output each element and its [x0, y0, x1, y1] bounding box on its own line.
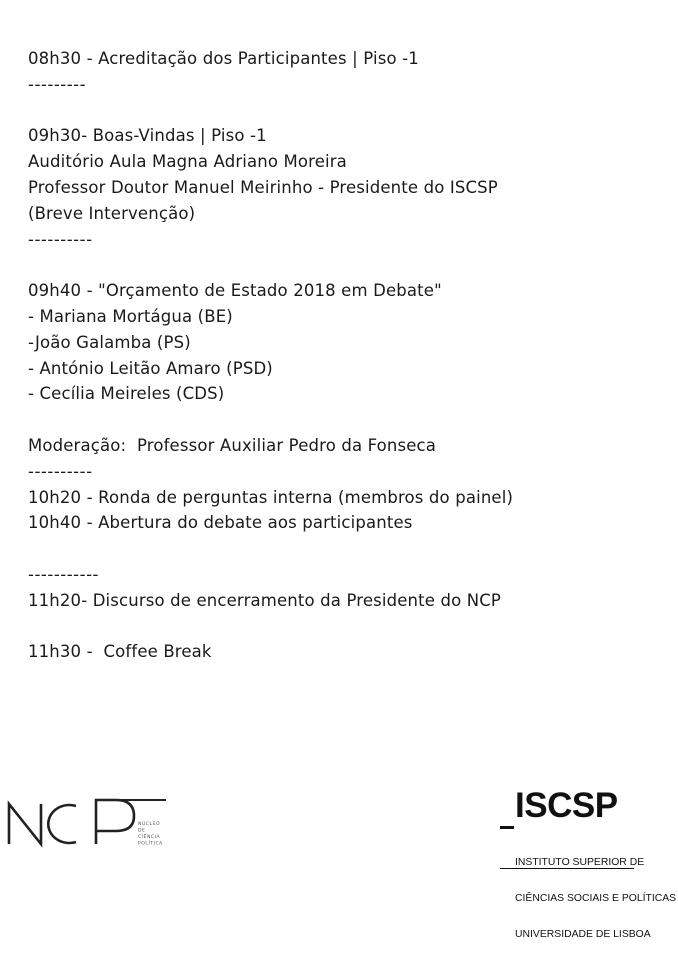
- ncp-logo: [6, 792, 171, 862]
- debate-title-line: 09h40 - "Orçamento de Estado 2018 em Debate": [28, 281, 442, 301]
- panelist-item: - Mariana Mortágua (BE): [28, 306, 233, 326]
- iscsp-underscore: [500, 826, 514, 829]
- separator: ----------: [28, 229, 93, 249]
- ncp-tagline-word: DE: [138, 828, 146, 834]
- open-debate-line: 10h40 - Abertura do debate aos participantes: [28, 513, 413, 533]
- venue-line: Auditório Aula Magna Adriano Moreira: [28, 152, 347, 172]
- separator: ---------: [28, 74, 87, 94]
- questions-round-line: 10h20 - Ronda de perguntas interna (membros do painel): [28, 487, 514, 507]
- iscsp-subtitle-line: INSTITUTO SUPERIOR DE: [515, 857, 645, 868]
- event-program: [28, 46, 658, 665]
- ncp-tagline-word: CIÊNCIA: [138, 835, 161, 840]
- closing-speech-line: 11h20- Discurso de encerramento da Presidente do NCP: [28, 590, 501, 610]
- speaker-line: Professor Doutor Manuel Meirinho - Presidente do ISCSP: [28, 177, 498, 197]
- welcome-line: 09h30- Boas-Vindas | Piso -1: [28, 126, 267, 146]
- panelist-item: - António Leitão Amaro (PSD): [28, 358, 273, 378]
- ncp-tagline-word: NÚCLEO: [138, 822, 161, 827]
- iscsp-logo: [498, 786, 677, 940]
- iscsp-subtitle-line: UNIVERSIDADE DE LISBOA: [515, 929, 651, 940]
- panelist-item: - Cecília Meireles (CDS): [28, 384, 225, 404]
- iscsp-wordmark: ISCSP: [515, 786, 618, 825]
- panelist-item: -João Galamba (PS): [28, 332, 191, 352]
- intervention-note: (Breve Intervenção): [28, 203, 196, 223]
- separator: ----------: [28, 461, 93, 481]
- iscsp-subtitle: [515, 833, 676, 965]
- separator: -----------: [28, 564, 99, 584]
- ncp-tagline-word: POLÍTICA: [138, 841, 163, 847]
- iscsp-rule: [500, 868, 634, 869]
- iscsp-subtitle-line: CIÊNCIAS SOCIAIS E POLÍTICAS: [515, 893, 677, 904]
- moderator-line: Moderação: Professor Auxiliar Pedro da Fonseca: [28, 435, 437, 455]
- coffee-break-line: 11h30 - Coffee Break: [28, 642, 212, 662]
- accreditation-line: 08h30 - Acreditação dos Participantes | Piso -1: [28, 49, 419, 68]
